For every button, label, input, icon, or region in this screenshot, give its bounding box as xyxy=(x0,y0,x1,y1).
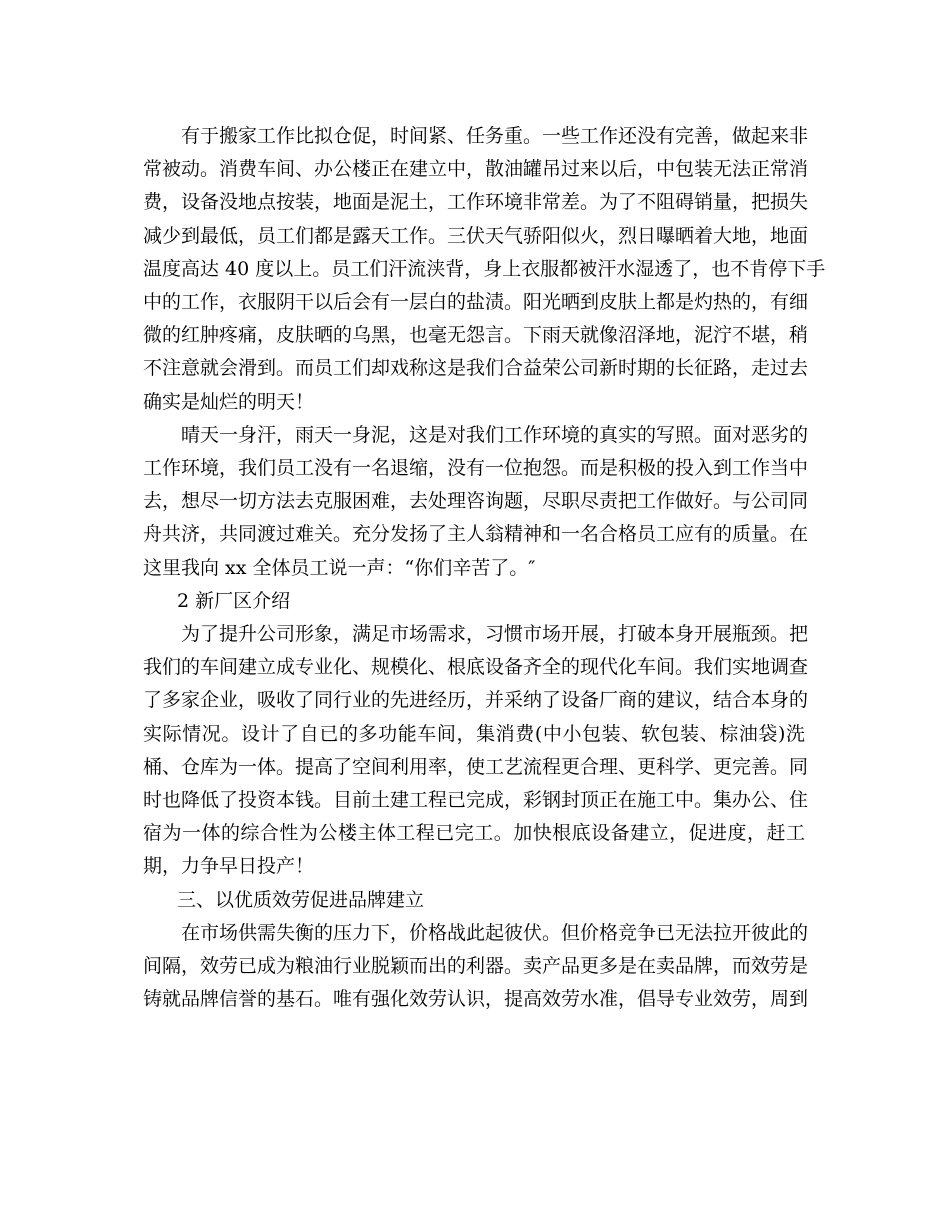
heading-text: 三、以优质效劳促进品牌建立 xyxy=(177,888,425,911)
text-line: 去，想尽一切方法去克服困难，去处理咨询题，尽职尽责把工作做好。与公司同 xyxy=(143,490,809,513)
document-body xyxy=(143,120,826,1016)
text-line: 为了提升公司形象，满足市场需求，习惯市场开展，打破本身开展瓶颈。把 xyxy=(181,623,809,646)
text-line: 间隔，效劳已成为粮油行业脱颖而出的利器。卖产品更多是在卖品牌，而效劳是 xyxy=(143,955,809,978)
text-line: 微的红肿疼痛，皮肤晒的乌黑，也毫无怨言。下雨天就像沼泽地，泥泞不堪，稍 xyxy=(143,324,809,347)
text-line: 桶、仓库为一体。提高了空间利用率，使工艺流程更合理、更科学、更完善。同 xyxy=(143,755,809,778)
text-line: 有于搬家工作比拟仓促，时间紧、任务重。一些工作还没有完善，做起来非 xyxy=(181,125,809,147)
text-line: 实际情况。设计了自已的多功能车间，集消费(中小包装、软包装、棕油袋)洗 xyxy=(143,722,805,745)
section-heading-quality-service xyxy=(143,884,805,917)
text-line: 时也降低了投资本钱。目前土建工程已完成，彩钢封顶正在施工中。集办公、住 xyxy=(143,789,809,812)
text-line: 晴天一身汗，雨天一身泥，这是对我们工作环境的真实的写照。面对恶劣的 xyxy=(181,423,809,446)
text-line: 期，力争早日投产！ xyxy=(143,855,315,878)
text-line: 常被动。消费车间、办公楼正在建立中，散油罐吊过来以后，中包装无法正常消 xyxy=(143,158,809,181)
text-line: 铸就品牌信誉的基石。唯有强化效劳认识，提高效劳水准，倡导专业效劳，周到 xyxy=(143,988,809,1011)
text-line: 费，设备没地点按装，地面是泥土，工作环境非常差。为了不阻碍销量，把损失 xyxy=(143,191,809,214)
paragraph-working-environment xyxy=(143,419,809,585)
text-line: 宿为一体的综合性为公楼主体工程已完工。加快根底设备建立，促进度，赶工 xyxy=(143,822,805,845)
text-line: 这里我向 xx 全体员工说一声：“你们辛苦了。″ xyxy=(143,556,536,579)
text-line: 中的工作，衣服阴干以后会有一层白的盐渍。阳光晒到皮肤上都是灼热的，有细 xyxy=(143,291,809,314)
heading-text: 2 新厂区介绍 xyxy=(177,589,291,612)
text-line: 减少到最低，员工们都是露天工作。三伏天气骄阳似火，烈日曝晒着大地，地面 xyxy=(143,224,809,247)
text-line: 确实是灿烂的明天！ xyxy=(143,390,315,413)
paragraph-new-factory xyxy=(143,618,809,884)
text-line: 不注意就会滑到。而员工们却戏称这是我们合益荣公司新时期的长征路，走过去 xyxy=(143,357,809,380)
text-line: 温度高达 40 度以上。员工们汗流浃背，身上衣服都被汗水湿透了，也不肯停下手 xyxy=(143,257,826,280)
text-line: 了多家企业，吸收了同行业的先进经历，并采纳了设备厂商的建议，结合本身的 xyxy=(143,689,809,712)
text-line: 舟共济，共同渡过难关。充分发扬了主人翁精神和一名合格员工应有的质量。在 xyxy=(143,523,809,546)
section-heading-new-factory xyxy=(143,585,805,618)
text-line: 在市场供需失衡的压力下，价格战此起彼伏。但价格竞争已无法拉开彼此的 xyxy=(181,921,809,944)
text-line: 我们的车间建立成专业化、规模化、根底设备齐全的现代化车间。我们实地调查 xyxy=(143,656,809,679)
paragraph-moving-conditions xyxy=(143,120,826,419)
text-line: 工作环境，我们员工没有一名退缩，没有一位抱怨。而是积极的投入到工作当中 xyxy=(143,457,809,480)
paragraph-quality-service xyxy=(143,917,809,1017)
